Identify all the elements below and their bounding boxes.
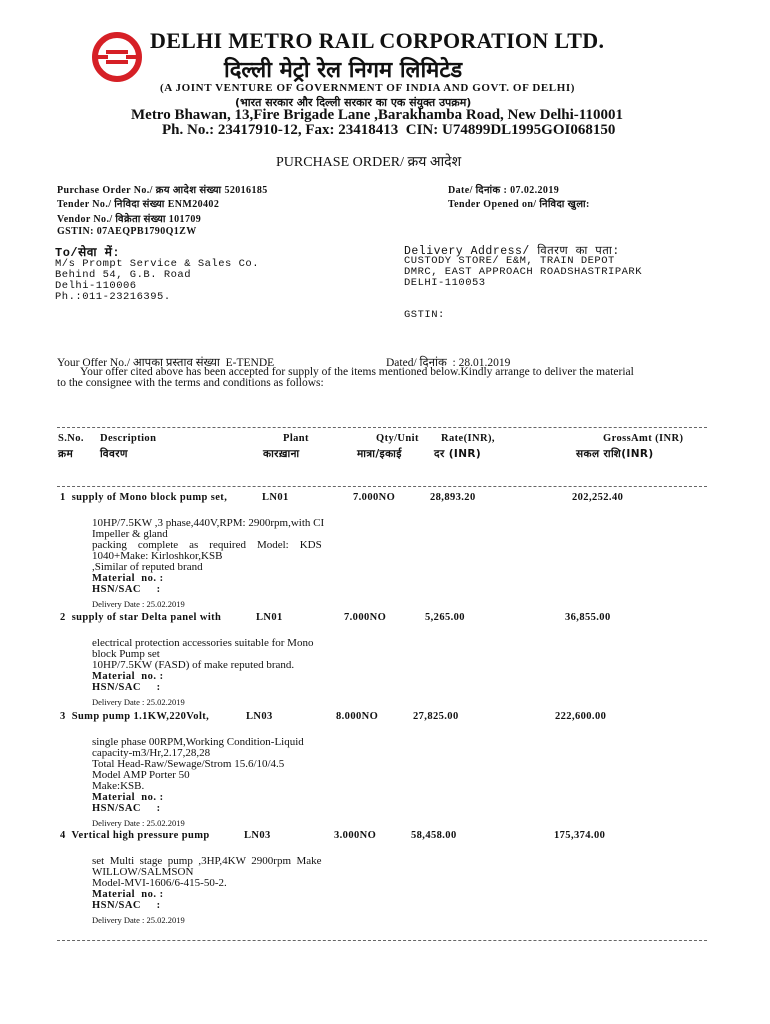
offer-text-1: Your offer cited above has been accepted for supply of the items mentioned below.Kindly arrange to deliver the material <box>80 366 634 378</box>
material-no: Material no. : <box>92 792 164 803</box>
item-desc: WILLOW/SALMSON <box>92 866 194 878</box>
item-desc: electrical protection accessories suitable for Mono <box>92 637 314 649</box>
hsn-sac: HSN/SAC : <box>92 682 161 693</box>
item-qty: 3.000NO <box>334 830 377 841</box>
material-no: Material no. : <box>92 889 164 900</box>
offer-date: Dated/ दिनांक : 28.01.2019 <box>386 357 511 369</box>
joint-venture-text: (A JOINT VENTURE OF GOVERNMENT OF INDIA AND GOVT. OF DELHI) <box>160 82 576 94</box>
item-title: 2 supply of star Delta panel with <box>60 612 222 623</box>
item-title: 1 supply of Mono block pump set, <box>60 492 228 503</box>
item-qty: 8.000NO <box>336 711 379 722</box>
item-desc: 10HP/7.5KW ,3 phase,440V,RPM: 2900rpm,with CI <box>92 517 325 529</box>
delivery-line-1: CUSTODY STORE/ E&M, TRAIN DEPOT <box>404 255 615 267</box>
item-plant: LN03 <box>244 830 271 841</box>
vendor-address-1: Behind 54, G.B. Road <box>55 269 192 281</box>
col-qty: Qty/Unit <box>376 433 419 444</box>
po-date: Date/ दिनांक : 07.02.2019 <box>448 185 560 196</box>
item-desc: set Multi stage pump ,3HP,4KW 2900rpm Make <box>92 855 322 867</box>
item-plant: LN03 <box>246 711 273 722</box>
vendor-gstin: GSTIN: 07AEQPB1790Q1ZW <box>57 226 197 237</box>
item-desc: single phase 00RPM,Working Condition-Liquid <box>92 736 304 748</box>
item-gross: 222,600.00 <box>555 711 607 722</box>
item-rate: 27,825.00 <box>413 711 459 722</box>
item-desc: ,Similar of reputed brand <box>92 561 203 573</box>
item-desc: Model AMP Porter 50 <box>92 769 190 781</box>
item-qty: 7.000NO <box>344 612 387 623</box>
company-name: DELHI METRO RAIL CORPORATION LTD. <box>150 28 605 53</box>
item-gross: 202,252.40 <box>572 492 624 503</box>
to-label: To/सेवा में: <box>55 246 121 260</box>
divider <box>57 486 707 487</box>
item-desc: Model-MVI-1606/6-415-50-2. <box>92 877 227 889</box>
col-qty-hi: मात्रा/इकाई <box>357 448 402 460</box>
vendor-number: Vendor No./ विक्रेता संख्या 101709 <box>57 214 202 225</box>
vendor-address-2: Delhi-110006 <box>55 280 137 292</box>
item-rate: 28,893.20 <box>430 492 476 503</box>
item-rate: 5,265.00 <box>425 612 465 623</box>
item-title: 4 Vertical high pressure pump <box>60 830 210 841</box>
delivery-label: Delivery Address/ वितरण का पता: <box>404 245 620 258</box>
divider <box>57 940 707 941</box>
col-desc-hi: विवरण <box>100 448 128 460</box>
dmrc-logo <box>92 32 142 82</box>
tender-opened: Tender Opened on/ निविदा खुला: <box>448 199 590 210</box>
delivery-date: Delivery Date : 25.02.2019 <box>92 915 185 925</box>
company-address: Metro Bhawan, 13,Fire Brigade Lane ,Barakhamba Road, New Delhi-110001 <box>131 107 623 123</box>
item-desc: packing complete as required Model: KDS <box>92 539 322 551</box>
delivery-line-3: DELHI-110053 <box>404 277 486 289</box>
tender-number: Tender No./ निविदा संख्या ENM20402 <box>57 199 220 210</box>
item-desc: Impeller & gland <box>92 528 168 540</box>
col-desc: Description <box>100 433 157 444</box>
item-plant: LN01 <box>262 492 289 503</box>
offer-number: Your Offer No./ आपका प्रस्ताव संख्या E-TENDE <box>57 357 275 369</box>
material-no: Material no. : <box>92 573 164 584</box>
item-gross: 175,374.00 <box>554 830 606 841</box>
item-desc: Total Head-Raw/Sewage/Strom 15.6/10/4.5 <box>92 758 285 770</box>
company-name-hindi: दिल्ली मेट्रो रेल निगम लिमिटेड <box>224 58 463 83</box>
col-plant: Plant <box>283 433 309 444</box>
item-qty: 7.000NO <box>353 492 396 503</box>
item-gross: 36,855.00 <box>565 612 611 623</box>
material-no: Material no. : <box>92 671 164 682</box>
vendor-name: M/s Prompt Service & Sales Co. <box>55 258 260 270</box>
delivery-date: Delivery Date : 25.02.2019 <box>92 697 185 707</box>
item-desc: Make:KSB. <box>92 780 145 792</box>
item-title: 3 Sump pump 1.1KW,220Volt, <box>60 711 210 722</box>
item-desc: 10HP/7.5KW (FASD) of make reputed brand. <box>92 659 295 671</box>
item-rate: 58,458.00 <box>411 830 457 841</box>
hsn-sac: HSN/SAC : <box>92 803 161 814</box>
col-sno: S.No. <box>58 433 84 444</box>
col-gross: GrossAmt (INR) <box>603 433 684 444</box>
col-rate-hi: दर (INR) <box>434 448 482 460</box>
divider <box>57 427 707 428</box>
item-plant: LN01 <box>256 612 283 623</box>
company-phone: Ph. No.: 23417910-12, Fax: 23418413 CIN: U74899DL1995GOI068150 <box>162 122 616 138</box>
delivery-line-2: DMRC, EAST APPROACH ROADSHASTRIPARK <box>404 266 643 278</box>
joint-venture-hindi: (भारत सरकार और दिल्ली सरकार का एक संयुक्त उपक्रम) <box>235 96 472 109</box>
hsn-sac: HSN/SAC : <box>92 900 161 911</box>
col-rate: Rate(INR), <box>441 433 495 444</box>
document-title: PURCHASE ORDER/ क्रय आदेश <box>276 155 462 170</box>
vendor-phone: Ph.:011-23216395. <box>55 291 171 303</box>
delivery-gstin: GSTIN: <box>404 309 445 321</box>
delivery-date: Delivery Date : 25.02.2019 <box>92 818 185 828</box>
col-plant-hi: कारख़ाना <box>263 448 300 460</box>
item-desc: block Pump set <box>92 648 160 660</box>
col-sno-hi: क्रम <box>58 448 74 460</box>
item-desc: capacity-m3/Hr,2.17,28,28 <box>92 747 211 759</box>
hsn-sac: HSN/SAC : <box>92 584 161 595</box>
col-gross-hi: सकल राशि(INR) <box>576 448 654 460</box>
item-desc: 1040+Make: Kirloshkor,KSB <box>92 550 223 562</box>
offer-text-2: to the consignee with the terms and conditions as follows: <box>57 377 324 389</box>
po-number: Purchase Order No./ क्रय आदेश संख्या 52016185 <box>57 185 268 196</box>
delivery-date: Delivery Date : 25.02.2019 <box>92 599 185 609</box>
